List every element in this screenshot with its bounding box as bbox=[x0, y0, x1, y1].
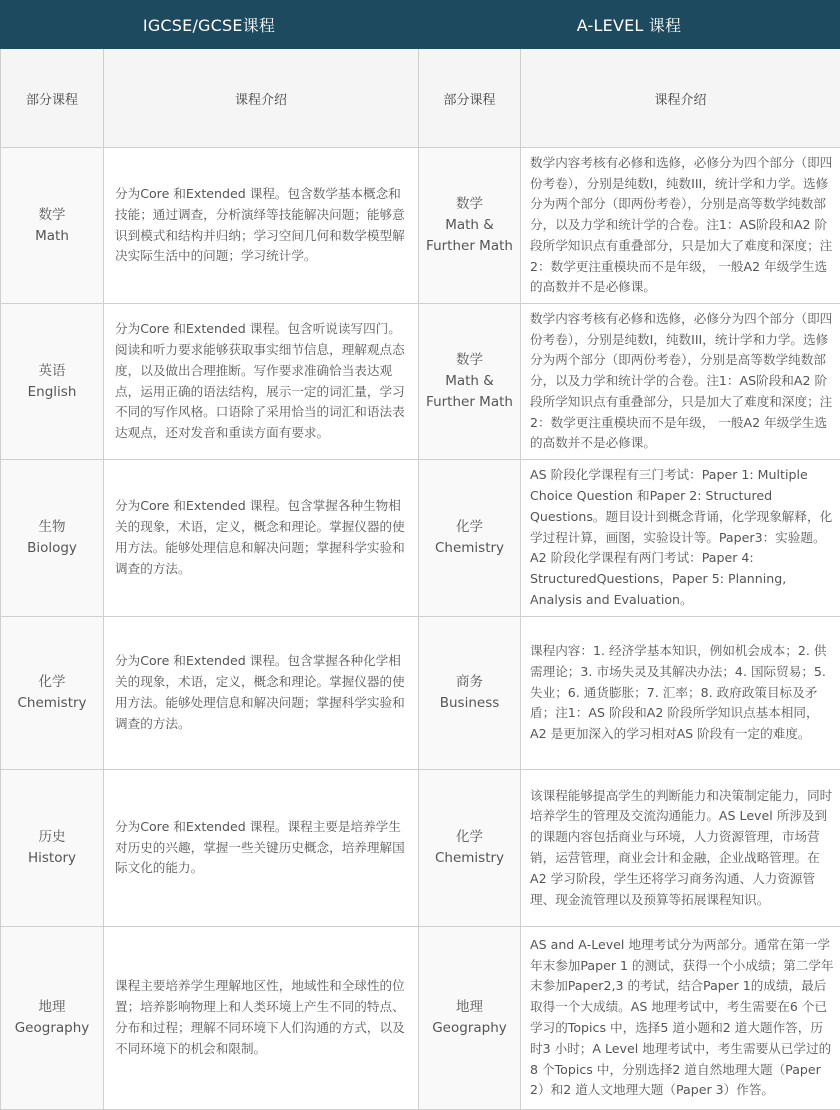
right-subject-chemistry-2 bbox=[419, 770, 521, 927]
table-header bbox=[0, 0, 840, 49]
desc-text: 课程内容：1. 经济学基本知识，例如机会成本；2. 供需理论；3. 市场失灵及其解决办法；4. 国际贸易；5. 失业；6. 通货膨胀；7. 汇率；8. 政府政策目标及矛盾；注1：AS 阶段和A2 阶段所学知识点基本相同，A2 是更加深入的学习相对AS 阶段有一定的难度。 bbox=[530, 643, 827, 742]
desc-text: 分为Core 和Extended 课程。课程主要是培养学生对历史的兴趣，掌握一些关键历史概念，培养理解国际文化的能力。 bbox=[115, 818, 405, 876]
subject-en: Math & bbox=[445, 217, 494, 233]
left-subject-biology bbox=[1, 460, 104, 617]
left-desc-history bbox=[104, 770, 419, 927]
subject-cn: 地理 bbox=[456, 999, 483, 1015]
left-subject-math bbox=[1, 148, 104, 304]
desc-text: 课程主要培养学生理解地区性，地域性和全球性的位置；培养影响物理上和人类环境上产生不同的特点、分布和过程；理解不同环境下人们沟通的方式，以及不同环境下的机会和限制。 bbox=[115, 978, 405, 1056]
table-body bbox=[0, 49, 840, 1110]
subject-en: Business bbox=[439, 695, 500, 711]
subject-en-2: Further Math bbox=[426, 394, 513, 410]
left-desc-english bbox=[104, 304, 419, 460]
desc-text: 数学内容考核有必修和选修，必修分为四个部分（即四份考卷），分别是纯数I，纯数III，统计学和力学。选修分为两个部分（即两份考卷），分别是高等数学纯数部分，以及力学和统计学的合卷。注1：AS阶段和A2 阶段所学知识点有重叠部分，只是加大了难度和深度；注2：数学更注重模块而不是年级， 一般A2 年级学生选的高数并不是必修课。 bbox=[530, 310, 833, 451]
right-subject-header: 部分课程 bbox=[419, 49, 521, 148]
subject-en: Math bbox=[35, 227, 69, 244]
subject-cn: 历史 bbox=[38, 829, 66, 845]
right-subject-math bbox=[419, 148, 521, 304]
subject-en: Biology bbox=[27, 540, 77, 556]
desc-text: 数学内容考核有必修和选修，必修分为四个部分（即四份考卷），分别是纯数I，纯数III，统计学和力学。选修分为两个部分（即两份考卷），分别是高等数学纯数部分，以及力学和统计学的合卷。注1：AS阶段和A2 阶段所学知识点有重叠部分，只是加大了难度和深度；注2：数学更注重模块而不是年级， 一般A2 年级学生选的高数并不是必修课。 bbox=[530, 154, 833, 295]
alevel-header: A-LEVEL 课程 bbox=[576, 16, 682, 35]
right-desc-math-2 bbox=[521, 304, 840, 460]
subject-en: Geography bbox=[14, 1020, 90, 1036]
subject-cn: 化学 bbox=[456, 829, 483, 845]
desc-text: 分为Core 和Extended 课程。包含掌握各种化学相关的现象，术语，定义，概念和理论。掌握仪器的使用方法。能够处理信息和解决问题；掌握科学实验和调查的方法。 bbox=[115, 653, 405, 731]
left-subject-english bbox=[1, 304, 104, 460]
subject-cn: 数学 bbox=[456, 352, 483, 368]
subject-en: Math & bbox=[445, 373, 494, 389]
right-desc-business bbox=[521, 617, 840, 770]
left-subject-geography bbox=[1, 927, 104, 1110]
left-desc-chemistry bbox=[104, 617, 419, 770]
subject-cn: 英语 bbox=[38, 362, 66, 379]
subject-cn: 化学 bbox=[38, 674, 66, 690]
right-subject-geography bbox=[419, 927, 521, 1110]
right-subject-business bbox=[419, 617, 521, 770]
subject-en: Chemistry bbox=[434, 540, 505, 556]
desc-text: 分为Core 和Extended 课程。包含数学基本概念和技能；通过调查，分析演绎等技能解决问题；能够意识到模式和结构并归纳；学习空间几何和数学模型解决实际生活中的问题；学习统计学。 bbox=[115, 185, 405, 264]
right-desc-chemistry bbox=[521, 460, 840, 617]
right-desc-chemistry-2 bbox=[521, 770, 840, 927]
subject-cn: 数学 bbox=[38, 206, 66, 223]
left-desc-biology bbox=[104, 460, 419, 617]
left-desc-geography bbox=[104, 927, 419, 1110]
desc-text: 分为Core 和Extended 课程。包含掌握各种生物相关的现象，术语，定义，概念和理论。掌握仪器的使用方法。能够处理信息和解决问题；掌握科学实验和调查的方法。 bbox=[115, 498, 405, 576]
right-desc-math bbox=[521, 148, 840, 304]
subject-cn: 化学 bbox=[456, 519, 483, 535]
subject-cn: 地理 bbox=[38, 999, 66, 1015]
right-subject-chemistry bbox=[419, 460, 521, 617]
subject-en: Chemistry bbox=[17, 695, 87, 711]
desc-text: AS and A-Level 地理考试分为两部分。通常在第一学年末参加Paper 1 的测试，获得一个小成绩；第二学年末参加Paper2,3 的考试，结合Paper 1的成绩，最后取得一个大成绩。AS 地理考试中，考生需要在6 个已学习的Topics 中，选择5 道小题和2 道大题作答，历时3 小时；A Level 地理考试中，考生需要从已学过的8 个Topics 中，分别选择2 道自然地理大题（Paper 2）和2 道人文地理大题（Paper 3）作答。 bbox=[530, 936, 834, 1098]
igcse-header: IGCSE/GCSE课程 bbox=[142, 16, 276, 35]
subject-en: Geography bbox=[432, 1020, 507, 1036]
subject-en: English bbox=[27, 383, 77, 400]
left-desc-math bbox=[104, 148, 419, 304]
desc-text: AS 阶段化学课程有三门考试：Paper 1: Multiple Choice Question 和Paper 2: Structured Questions。题目设计到概念背诵，化学现象解释，化学过程计算，画图，实验设计等。Paper3：实验题。A2 阶段化学课程有两门考试：Paper 4: StructuredQuestions，Paper 5: Planning, Analysis and Evaluation。 bbox=[530, 467, 833, 607]
desc-text: 该课程能够提高学生的判断能力和决策制定能力，同时培养学生的管理及交流沟通能力。AS Level 所涉及到的课题内容包括商业与环境，人力资源管理，市场营销，运营管理，商业会计和金融，企业战略管理。在A2 学习阶段，学生还将学习商务沟通、人力资源管理、现金流管理以及预算等拓展课程知识。 bbox=[530, 787, 833, 907]
subject-en: Chemistry bbox=[434, 850, 505, 866]
right-desc-geography bbox=[521, 927, 840, 1110]
subject-en: History bbox=[27, 850, 77, 866]
left-subject-header: 部分课程 bbox=[1, 49, 104, 148]
subject-cn: 数学 bbox=[456, 196, 483, 212]
subject-cn: 生物 bbox=[38, 519, 66, 535]
left-subject-history bbox=[1, 770, 104, 927]
desc-text: 分为Core 和Extended 课程。包含听说读写四门。阅读和听力要求能够获取事实细节信息，理解观点态度，以及做出合理推断。写作要求准确恰当表达观点，运用正确的语法结构，展示一定的词汇量，学习不同的写作风格。口语除了采用恰当的词汇和语法表达观点，还对发音和重读方面有要求。 bbox=[115, 321, 405, 441]
subject-cn: 商务 bbox=[456, 674, 483, 690]
right-subject-math-2 bbox=[419, 304, 521, 460]
left-subject-chemistry bbox=[1, 617, 104, 770]
right-intro-header: 课程介绍 bbox=[521, 49, 840, 148]
subject-en-2: Further Math bbox=[426, 238, 513, 254]
left-intro-header: 课程介绍 bbox=[104, 49, 419, 148]
